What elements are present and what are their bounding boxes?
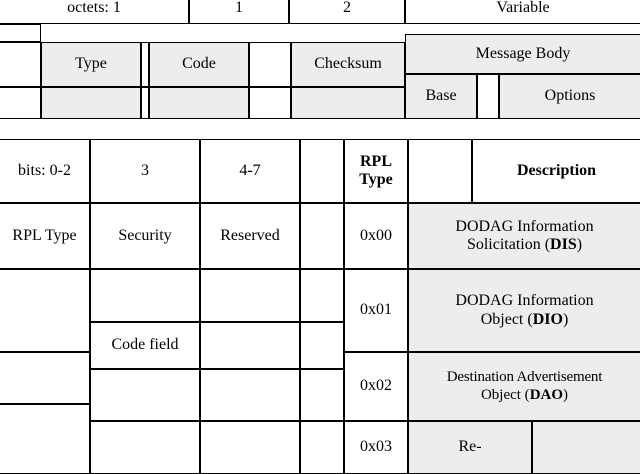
bits-row5-mid [90,421,200,474]
bits-row3-spacer-lower [300,322,344,369]
bits-row3-upper-left [90,269,200,322]
top-row3-cell-blank [249,87,291,119]
bits-row3-upper-right [200,269,300,322]
top-row3-cell-type-cont [41,87,141,119]
top-row2-left-stub [0,24,41,42]
type-table-header-gap [408,139,472,203]
bits-row1-spacer [300,139,344,203]
top-row3-cell-checksum-cont [291,87,405,119]
bits-row4-left [0,352,90,404]
type-row-0x01-description [408,269,640,352]
type-row-0x02-desc-line2 [481,387,568,404]
type-row-0x00-desc-pre: Solicitation ( [466,236,551,253]
bits-row2-spacer [300,203,344,269]
bits-row4-mid [90,369,200,421]
top-row1-cell-variable: Variable [405,0,640,24]
type-row-0x02-code: 0x02 [344,352,408,421]
top-row2-cell-code: Code [149,42,249,87]
type-row-0x01-desc-line2 [481,311,569,329]
top-row3-cell-gap-2 [477,74,499,119]
top-row2-cell-checksum: Checksum [291,42,405,87]
bits-row5-right [200,421,300,474]
type-row-0x02-desc-line1: Destination Advertisement [446,369,603,386]
type-row-0x02-desc-post: ) [563,386,569,403]
bits-row1-cell-4-7: 4-7 [200,139,300,203]
type-row-0x01-desc-pre: Object ( [480,310,533,328]
bits-row5-spacer [300,421,344,474]
bits-row4-spacer [300,369,344,421]
top-row2-cell-blank [249,42,291,87]
top-row2-gap-2 [141,42,149,87]
type-row-0x03-description-cont [532,421,640,474]
top-row3-gap-1 [141,87,149,119]
top-row1-cell-octets: octets: 1 [0,0,189,24]
type-row-0x01-desc-post: ) [562,310,569,328]
type-table-header-rpl-type-line1: RPL [360,152,392,170]
bits-row2-cell-reserved: Reserved [200,203,300,269]
top-row3-left-stub [0,87,41,119]
bits-row3-cell-code-field: Code field [90,322,200,369]
top-row3-cell-base: Base [405,74,477,119]
type-row-0x02-desc-bold: DAO [529,386,564,403]
bits-row1-cell-3: 3 [90,139,200,203]
type-row-0x00-description [408,203,640,269]
type-row-0x00-desc-line1: DODAG Information [455,217,594,235]
type-row-0x02-description [408,352,640,421]
top-row2-gap-1 [0,42,41,87]
type-row-0x02-desc-pre: Object ( [480,386,530,403]
bits-row1-cell-0-2: bits: 0-2 [0,139,90,203]
bits-row4-right [200,369,300,421]
type-table-header-description: Description [472,139,640,203]
bits-row3-cell-code-field-right [200,322,300,369]
top-row2-cell-message-body: Message Body [405,34,640,74]
bits-row3-left-stub [0,269,90,352]
type-table-header-rpl-type [344,139,408,203]
top-row1-cell-2: 2 [289,0,405,24]
type-table-header-rpl-type-line2: Type [359,171,393,188]
type-row-0x00-desc-post: ) [576,236,583,253]
type-row-0x00-desc-bold: DIS [550,236,577,253]
bits-row2-cell-rpl-type: RPL Type [0,203,90,269]
type-row-0x00-code: 0x00 [344,203,408,269]
top-row3-cell-options: Options [499,74,640,119]
type-row-0x01-desc-line1: DODAG Information [455,292,594,310]
type-row-0x01-desc-bold: DIO [532,310,563,328]
type-row-0x01-code: 0x01 [344,269,408,352]
bits-row5-left [0,404,90,474]
type-row-0x03-code: 0x03 [344,421,408,474]
type-row-0x00-desc-line2 [467,236,582,254]
type-row-0x03-description: Re- [408,421,532,474]
bits-row3-spacer-upper [300,269,344,322]
top-row3-cell-code-cont [149,87,249,119]
top-row1-cell-1: 1 [189,0,289,24]
top-row2-cell-type: Type [41,42,141,87]
bits-row2-cell-security: Security [90,203,200,269]
